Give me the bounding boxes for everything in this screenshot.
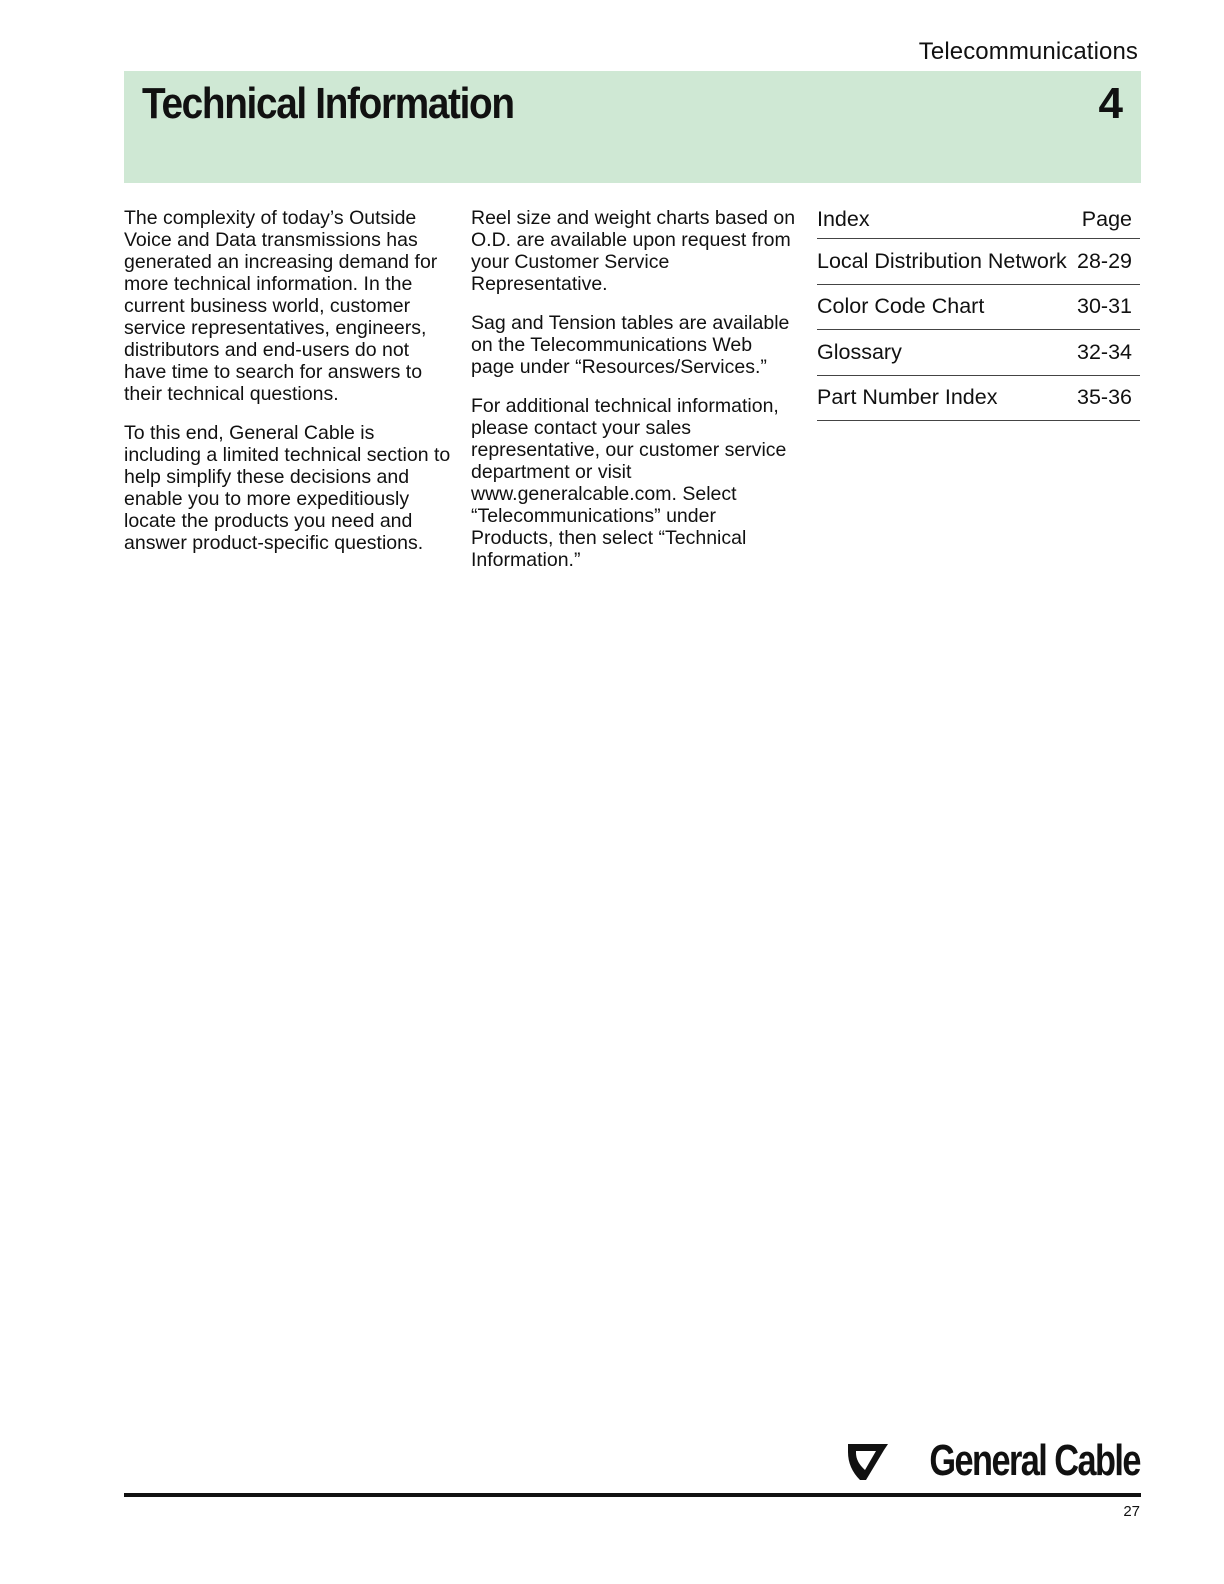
index-row[interactable]: [817, 285, 1140, 331]
resources-column: [471, 207, 796, 588]
section-label: Telecommunications: [918, 38, 1138, 65]
index-table: [817, 201, 1140, 421]
index-row-label: Local Distribution Network: [817, 248, 1067, 273]
footer-rule: [124, 1493, 1141, 1497]
general-cable-logo: [846, 1436, 1140, 1486]
resources-paragraph: Sag and Tension tables are available on the Telecommunications Web page under “Resources/Services.”: [471, 312, 790, 378]
index-row-label: Color Code Chart: [817, 294, 985, 319]
intro-column: [124, 207, 454, 571]
index-row[interactable]: [817, 376, 1140, 422]
index-row-page: 28-29: [1077, 248, 1132, 273]
index-header-page: Page: [1081, 207, 1132, 231]
index-row[interactable]: [817, 239, 1140, 285]
resources-paragraph: Reel size and weight charts based on O.D. are available upon request from your Customer Service Representative.: [471, 207, 796, 295]
index-row-label: Glossary: [817, 339, 902, 364]
index-row-page: 30-31: [1077, 294, 1132, 319]
title-band: [124, 71, 1141, 183]
index-row-page: 32-34: [1077, 339, 1132, 364]
index-row-label: Part Number Index: [817, 385, 998, 410]
index-row-page: 35-36: [1077, 385, 1132, 410]
general-cable-logo-icon: [846, 1440, 890, 1482]
index-row[interactable]: [817, 330, 1140, 376]
intro-paragraph: To this end, General Cable is including a limited technical section to help simplify these decisions and enable you to more expeditiously locate the products you need and answer product-specific questions.: [124, 422, 451, 554]
page-title: Technical Information: [142, 79, 514, 128]
logo-text: General Cable: [929, 1436, 1140, 1485]
intro-paragraph: The complexity of today’s Outside Voice and Data transmissions has generated an increasing demand for more technical information. In the current business world, customer service representatives, engineers, distributors and end-users do not have time to search for answers to their technical questions.: [124, 207, 438, 405]
resources-paragraph: For additional technical information, please contact your sales representative, our customer service department or visit www.generalcable.com. Select “Telecommunications” under Products, then select “Technical Information.”: [471, 395, 787, 571]
section-number: 4: [1098, 79, 1123, 128]
index-header-label: Index: [817, 207, 870, 231]
page-number: 27: [1123, 1503, 1140, 1520]
index-header-row: [817, 201, 1140, 239]
